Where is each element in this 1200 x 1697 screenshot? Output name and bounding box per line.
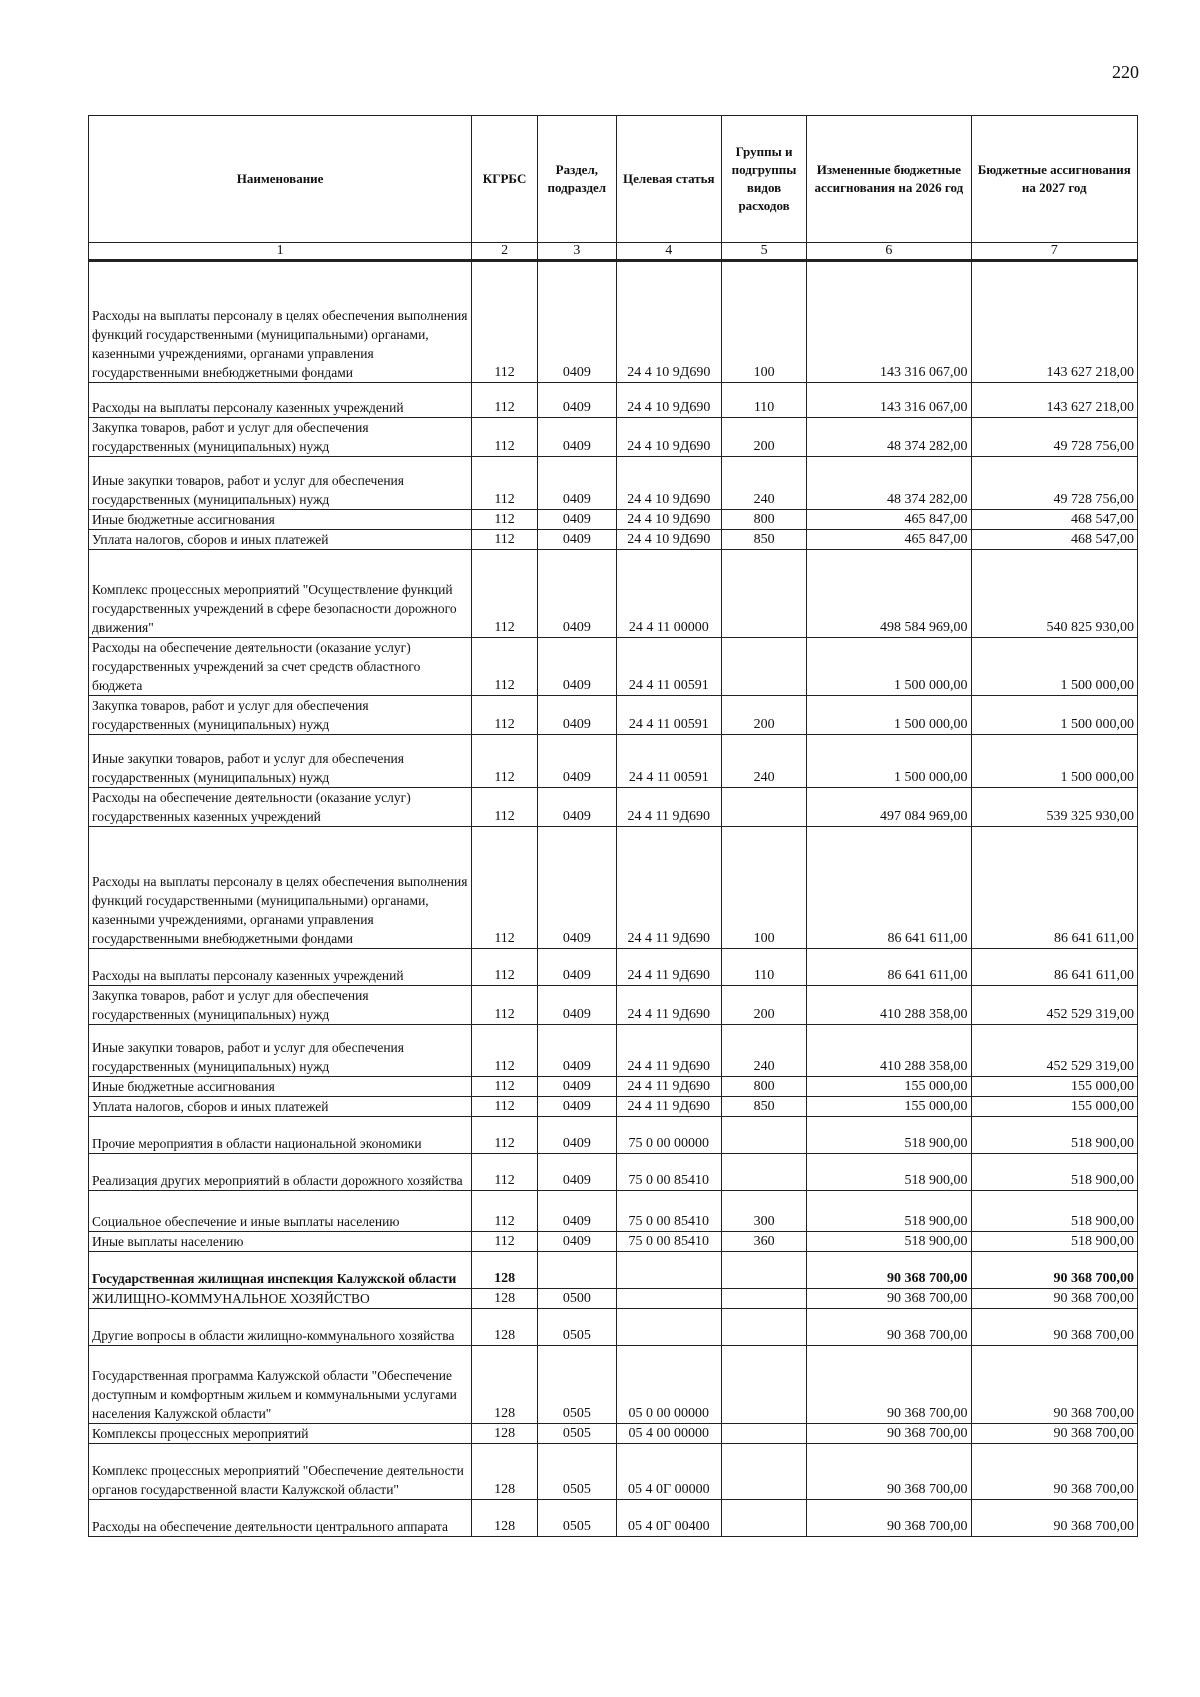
cell-amount-2027: 90 368 700,00 — [971, 1444, 1138, 1500]
table-row — [89, 457, 1138, 510]
cell-kgrbs: 128 — [472, 1444, 538, 1500]
cell-section: 0409 — [537, 1025, 616, 1077]
cell-target: 24 4 10 9Д690 — [616, 383, 721, 418]
cell-target: 24 4 11 9Д690 — [616, 1025, 721, 1077]
cell-name: Уплата налогов, сборов и иных платежей — [89, 530, 472, 550]
cell-name: Иные бюджетные ассигнования — [89, 1077, 472, 1097]
cell-amount-2026: 86 641 611,00 — [807, 827, 971, 949]
header-amount-2026: Измененные бюджетные ассигнования на 2026 год — [807, 116, 971, 243]
cell-amount-2026: 498 584 969,00 — [807, 550, 971, 638]
cell-kgrbs: 128 — [472, 1309, 538, 1346]
cell-amount-2027: 1 500 000,00 — [971, 638, 1138, 696]
cell-group — [721, 1289, 806, 1309]
cell-name: Комплекс процессных мероприятий "Обеспечение деятельности органов государственной власти Калужской области" — [89, 1444, 472, 1500]
cell-section: 0500 — [537, 1289, 616, 1309]
cell-target: 24 4 10 9Д690 — [616, 261, 721, 383]
cell-amount-2027: 540 825 930,00 — [971, 550, 1138, 638]
cell-name: Расходы на обеспечение деятельности (оказание услуг) государственных учреждений за счет средств областного бюджета — [89, 638, 472, 696]
cell-amount-2027: 1 500 000,00 — [971, 735, 1138, 788]
cell-target: 05 4 0Г 00400 — [616, 1500, 721, 1537]
cell-amount-2026: 518 900,00 — [807, 1117, 971, 1154]
cell-name: Закупка товаров, работ и услуг для обеспечения государственных (муниципальных) нужд — [89, 986, 472, 1025]
cell-target: 24 4 10 9Д690 — [616, 457, 721, 510]
cell-name: Иные бюджетные ассигнования — [89, 510, 472, 530]
cell-name: ЖИЛИЩНО-КОММУНАЛЬНОЕ ХОЗЯЙСТВО — [89, 1289, 472, 1309]
cell-section: 0409 — [537, 1232, 616, 1252]
cell-section: 0409 — [537, 1097, 616, 1117]
table-row — [89, 1232, 1138, 1252]
table-row — [89, 1309, 1138, 1346]
cell-kgrbs: 112 — [472, 261, 538, 383]
cell-name: Расходы на выплаты персоналу в целях обеспечения выполнения функций государственными (муниципальными) органами, казенными учреждениями, органами управления государственными внебюджетными фондами — [89, 827, 472, 949]
table-row — [89, 261, 1138, 383]
cell-amount-2026: 410 288 358,00 — [807, 1025, 971, 1077]
table-row — [89, 550, 1138, 638]
cell-group — [721, 1117, 806, 1154]
cell-target: 24 4 11 00591 — [616, 638, 721, 696]
cell-amount-2027: 518 900,00 — [971, 1154, 1138, 1191]
cell-name: Иные выплаты населению — [89, 1232, 472, 1252]
cell-amount-2027: 86 641 611,00 — [971, 949, 1138, 986]
cell-kgrbs: 128 — [472, 1252, 538, 1289]
cell-amount-2027: 49 728 756,00 — [971, 418, 1138, 457]
cell-name: Реализация других мероприятий в области дорожного хозяйства — [89, 1154, 472, 1191]
cell-name: Расходы на выплаты персоналу казенных учреждений — [89, 383, 472, 418]
cell-amount-2027: 155 000,00 — [971, 1097, 1138, 1117]
cell-target — [616, 1309, 721, 1346]
cell-group — [721, 1346, 806, 1424]
column-number: 3 — [537, 243, 616, 261]
cell-group — [721, 550, 806, 638]
table-row — [89, 1097, 1138, 1117]
table-row — [89, 696, 1138, 735]
cell-amount-2027: 452 529 319,00 — [971, 1025, 1138, 1077]
cell-amount-2027: 90 368 700,00 — [971, 1424, 1138, 1444]
cell-section — [537, 1252, 616, 1289]
cell-group — [721, 1444, 806, 1500]
cell-kgrbs: 112 — [472, 788, 538, 827]
cell-group: 110 — [721, 383, 806, 418]
cell-amount-2026: 1 500 000,00 — [807, 638, 971, 696]
header-section: Раздел, подраздел — [537, 116, 616, 243]
cell-group: 850 — [721, 1097, 806, 1117]
table-row — [89, 1289, 1138, 1309]
cell-kgrbs: 112 — [472, 696, 538, 735]
cell-section: 0505 — [537, 1444, 616, 1500]
cell-target: 75 0 00 85410 — [616, 1154, 721, 1191]
column-number: 7 — [971, 243, 1138, 261]
cell-kgrbs: 112 — [472, 530, 538, 550]
column-number-row — [89, 243, 1138, 261]
cell-amount-2027: 90 368 700,00 — [971, 1500, 1138, 1537]
cell-section: 0505 — [537, 1500, 616, 1537]
cell-amount-2027: 518 900,00 — [971, 1232, 1138, 1252]
cell-group: 240 — [721, 735, 806, 788]
cell-section: 0409 — [537, 261, 616, 383]
cell-name: Расходы на обеспечение деятельности (оказание услуг) государственных казенных учреждений — [89, 788, 472, 827]
cell-target: 05 4 0Г 00000 — [616, 1444, 721, 1500]
cell-section: 0409 — [537, 788, 616, 827]
cell-group: 240 — [721, 1025, 806, 1077]
cell-kgrbs: 112 — [472, 1117, 538, 1154]
cell-name: Комплекс процессных мероприятий "Осуществление функций государственных учреждений в сфере безопасности дорожного движения" — [89, 550, 472, 638]
cell-name: Расходы на выплаты персоналу в целях обеспечения выполнения функций государственными (муниципальными) органами, казенными учреждениями, органами управления государственными внебюджетными фондами — [89, 261, 472, 383]
cell-section: 0409 — [537, 510, 616, 530]
cell-kgrbs: 128 — [472, 1500, 538, 1537]
cell-section: 0409 — [537, 457, 616, 510]
cell-amount-2027: 468 547,00 — [971, 510, 1138, 530]
cell-amount-2026: 90 368 700,00 — [807, 1424, 971, 1444]
cell-group — [721, 1154, 806, 1191]
cell-target: 75 0 00 85410 — [616, 1232, 721, 1252]
cell-amount-2026: 143 316 067,00 — [807, 383, 971, 418]
cell-group — [721, 1500, 806, 1537]
cell-section: 0409 — [537, 1191, 616, 1232]
cell-kgrbs: 112 — [472, 986, 538, 1025]
cell-kgrbs: 112 — [472, 949, 538, 986]
cell-amount-2026: 155 000,00 — [807, 1097, 971, 1117]
cell-target: 24 4 11 9Д690 — [616, 1097, 721, 1117]
cell-name: Расходы на обеспечение деятельности центрального аппарата — [89, 1500, 472, 1537]
cell-amount-2026: 465 847,00 — [807, 510, 971, 530]
table-row — [89, 1444, 1138, 1500]
cell-amount-2027: 518 900,00 — [971, 1117, 1138, 1154]
table-row — [89, 1025, 1138, 1077]
cell-kgrbs: 112 — [472, 1191, 538, 1232]
cell-group: 300 — [721, 1191, 806, 1232]
column-number: 4 — [616, 243, 721, 261]
table-row — [89, 530, 1138, 550]
cell-name: Государственная программа Калужской области "Обеспечение доступным и комфортным жильем и коммунальными услугами населения Калужской области" — [89, 1346, 472, 1424]
cell-amount-2027: 90 368 700,00 — [971, 1309, 1138, 1346]
table-row — [89, 1252, 1138, 1289]
cell-name: Расходы на выплаты персоналу казенных учреждений — [89, 949, 472, 986]
column-number: 5 — [721, 243, 806, 261]
cell-kgrbs: 112 — [472, 418, 538, 457]
cell-group: 850 — [721, 530, 806, 550]
cell-group: 110 — [721, 949, 806, 986]
cell-target: 24 4 10 9Д690 — [616, 510, 721, 530]
cell-name: Другие вопросы в области жилищно-коммунального хозяйства — [89, 1309, 472, 1346]
cell-section: 0505 — [537, 1309, 616, 1346]
cell-kgrbs: 112 — [472, 550, 538, 638]
cell-amount-2026: 48 374 282,00 — [807, 418, 971, 457]
cell-amount-2026: 90 368 700,00 — [807, 1252, 971, 1289]
table-row — [89, 949, 1138, 986]
cell-section: 0409 — [537, 383, 616, 418]
cell-amount-2027: 49 728 756,00 — [971, 457, 1138, 510]
cell-name: Прочие мероприятия в области национальной экономики — [89, 1117, 472, 1154]
cell-section: 0409 — [537, 638, 616, 696]
cell-section: 0409 — [537, 735, 616, 788]
cell-target: 24 4 10 9Д690 — [616, 418, 721, 457]
cell-kgrbs: 112 — [472, 1077, 538, 1097]
cell-target — [616, 1289, 721, 1309]
cell-target: 24 4 11 00591 — [616, 735, 721, 788]
cell-section: 0409 — [537, 949, 616, 986]
cell-amount-2027: 90 368 700,00 — [971, 1252, 1138, 1289]
cell-amount-2026: 518 900,00 — [807, 1232, 971, 1252]
cell-amount-2026: 518 900,00 — [807, 1154, 971, 1191]
cell-group — [721, 788, 806, 827]
cell-group: 200 — [721, 418, 806, 457]
cell-kgrbs: 112 — [472, 383, 538, 418]
column-number: 2 — [472, 243, 538, 261]
table-row — [89, 1424, 1138, 1444]
budget-table — [88, 115, 1138, 1537]
cell-section: 0409 — [537, 550, 616, 638]
cell-group: 800 — [721, 1077, 806, 1097]
table-row — [89, 1346, 1138, 1424]
cell-amount-2027: 539 325 930,00 — [971, 788, 1138, 827]
cell-target: 24 4 11 9Д690 — [616, 986, 721, 1025]
cell-kgrbs: 128 — [472, 1346, 538, 1424]
cell-group: 100 — [721, 261, 806, 383]
cell-section: 0505 — [537, 1346, 616, 1424]
cell-name: Комплексы процессных мероприятий — [89, 1424, 472, 1444]
cell-amount-2026: 1 500 000,00 — [807, 735, 971, 788]
cell-amount-2026: 1 500 000,00 — [807, 696, 971, 735]
cell-kgrbs: 128 — [472, 1289, 538, 1309]
cell-group — [721, 638, 806, 696]
cell-amount-2027: 452 529 319,00 — [971, 986, 1138, 1025]
cell-target: 75 0 00 00000 — [616, 1117, 721, 1154]
table-row — [89, 1191, 1138, 1232]
cell-amount-2027: 468 547,00 — [971, 530, 1138, 550]
cell-name: Иные закупки товаров, работ и услуг для обеспечения государственных (муниципальных) нужд — [89, 735, 472, 788]
header-name: Наименование — [89, 116, 472, 243]
cell-amount-2026: 90 368 700,00 — [807, 1500, 971, 1537]
cell-target: 24 4 11 00591 — [616, 696, 721, 735]
cell-section: 0409 — [537, 827, 616, 949]
cell-amount-2026: 90 368 700,00 — [807, 1346, 971, 1424]
cell-target: 24 4 11 9Д690 — [616, 827, 721, 949]
cell-amount-2026: 410 288 358,00 — [807, 986, 971, 1025]
page-number: 220 — [1112, 62, 1139, 82]
column-number: 6 — [807, 243, 971, 261]
cell-amount-2027: 90 368 700,00 — [971, 1346, 1138, 1424]
table-row — [89, 827, 1138, 949]
header-kgrbs: КГРБС — [472, 116, 538, 243]
cell-section: 0409 — [537, 1154, 616, 1191]
table-header-row — [89, 116, 1138, 243]
cell-amount-2026: 90 368 700,00 — [807, 1309, 971, 1346]
cell-amount-2026: 518 900,00 — [807, 1191, 971, 1232]
table-row — [89, 383, 1138, 418]
cell-group — [721, 1252, 806, 1289]
cell-amount-2026: 465 847,00 — [807, 530, 971, 550]
cell-section: 0505 — [537, 1424, 616, 1444]
cell-target: 24 4 11 9Д690 — [616, 788, 721, 827]
cell-amount-2027: 143 627 218,00 — [971, 383, 1138, 418]
cell-section: 0409 — [537, 1077, 616, 1097]
cell-amount-2027: 1 500 000,00 — [971, 696, 1138, 735]
cell-kgrbs: 112 — [472, 1097, 538, 1117]
header-amount-2027: Бюджетные ассигнования на 2027 год — [971, 116, 1138, 243]
table-row — [89, 986, 1138, 1025]
cell-name: Уплата налогов, сборов и иных платежей — [89, 1097, 472, 1117]
table-row — [89, 418, 1138, 457]
cell-amount-2027: 155 000,00 — [971, 1077, 1138, 1097]
cell-target: 24 4 11 9Д690 — [616, 949, 721, 986]
cell-target: 24 4 10 9Д690 — [616, 530, 721, 550]
cell-group: 100 — [721, 827, 806, 949]
cell-group: 200 — [721, 696, 806, 735]
cell-group — [721, 1424, 806, 1444]
cell-section: 0409 — [537, 418, 616, 457]
header-groups: Группы и подгруппы видов расходов — [721, 116, 806, 243]
cell-amount-2026: 86 641 611,00 — [807, 949, 971, 986]
cell-target: 24 4 11 9Д690 — [616, 1077, 721, 1097]
cell-name: Государственная жилищная инспекция Калужской области — [89, 1252, 472, 1289]
cell-amount-2026: 90 368 700,00 — [807, 1289, 971, 1309]
cell-section: 0409 — [537, 1117, 616, 1154]
cell-target — [616, 1252, 721, 1289]
cell-kgrbs: 112 — [472, 735, 538, 788]
cell-kgrbs: 112 — [472, 1025, 538, 1077]
cell-amount-2026: 48 374 282,00 — [807, 457, 971, 510]
table-row — [89, 638, 1138, 696]
cell-kgrbs: 112 — [472, 510, 538, 530]
cell-name: Иные закупки товаров, работ и услуг для обеспечения государственных (муниципальных) нужд — [89, 457, 472, 510]
cell-kgrbs: 112 — [472, 638, 538, 696]
cell-target: 24 4 11 00000 — [616, 550, 721, 638]
table-row — [89, 788, 1138, 827]
cell-kgrbs: 112 — [472, 1232, 538, 1252]
cell-amount-2026: 497 084 969,00 — [807, 788, 971, 827]
cell-name: Закупка товаров, работ и услуг для обеспечения государственных (муниципальных) нужд — [89, 696, 472, 735]
cell-amount-2026: 143 316 067,00 — [807, 261, 971, 383]
cell-group: 200 — [721, 986, 806, 1025]
cell-group: 240 — [721, 457, 806, 510]
cell-target: 05 4 00 00000 — [616, 1424, 721, 1444]
cell-kgrbs: 112 — [472, 457, 538, 510]
column-number: 1 — [89, 243, 472, 261]
cell-name: Закупка товаров, работ и услуг для обеспечения государственных (муниципальных) нужд — [89, 418, 472, 457]
cell-group: 360 — [721, 1232, 806, 1252]
cell-name: Социальное обеспечение и иные выплаты населению — [89, 1191, 472, 1232]
cell-group — [721, 1309, 806, 1346]
cell-amount-2027: 86 641 611,00 — [971, 827, 1138, 949]
table-body — [89, 261, 1138, 1537]
cell-amount-2027: 518 900,00 — [971, 1191, 1138, 1232]
cell-amount-2026: 155 000,00 — [807, 1077, 971, 1097]
cell-kgrbs: 112 — [472, 1154, 538, 1191]
cell-section: 0409 — [537, 986, 616, 1025]
table-row — [89, 510, 1138, 530]
cell-target: 05 0 00 00000 — [616, 1346, 721, 1424]
table-row — [89, 1117, 1138, 1154]
cell-section: 0409 — [537, 696, 616, 735]
cell-name: Иные закупки товаров, работ и услуг для обеспечения государственных (муниципальных) нужд — [89, 1025, 472, 1077]
table-row — [89, 1154, 1138, 1191]
table-row — [89, 1077, 1138, 1097]
cell-section: 0409 — [537, 530, 616, 550]
table-row — [89, 735, 1138, 788]
cell-amount-2026: 90 368 700,00 — [807, 1444, 971, 1500]
cell-amount-2027: 90 368 700,00 — [971, 1289, 1138, 1309]
cell-kgrbs: 128 — [472, 1424, 538, 1444]
cell-amount-2027: 143 627 218,00 — [971, 261, 1138, 383]
cell-kgrbs: 112 — [472, 827, 538, 949]
cell-group: 800 — [721, 510, 806, 530]
header-target: Целевая статья — [616, 116, 721, 243]
cell-target: 75 0 00 85410 — [616, 1191, 721, 1232]
table-row — [89, 1500, 1138, 1537]
